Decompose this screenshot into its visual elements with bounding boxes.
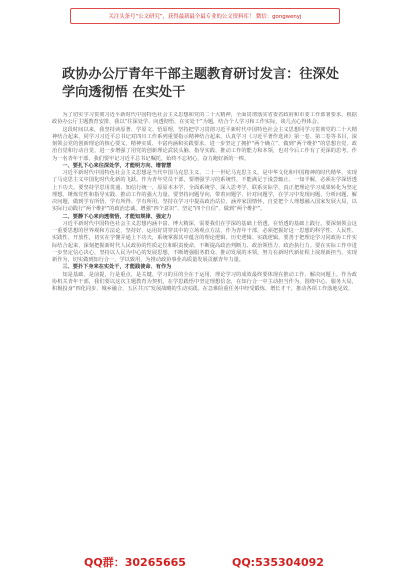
promo-banner xyxy=(70,8,340,24)
document-title: 政协办公厅青年干部主题教育研讨发言：往深处学向透彻悟 在实处干 xyxy=(62,67,339,100)
document-body xyxy=(52,112,357,542)
section-heading: 二、要静下心来向透彻悟，才能知规律、强定力 xyxy=(62,213,172,220)
paragraph: 习近平新时代中国特色社会主义思想内涵丰富、博大精深，需要我们在学深的基础上悟透，在悟透的基础上践行。要深刻领会这一重要思想的世界观和方法论，坚持好、运用好贯穿其中的立场观点方法，作为青年干部，必须把握好这一思想的科学性、人民性、实践性、开放性，切实在学懂弄通上下功夫，系统掌握其中蕴含的理论逻辑、历史逻辑、实践逻辑。要善于把理论学习同政协工作实际结合起来，深刻把握新时代人民政协的性质定位和职责使命，不断提高政治判断力、政治领悟力、政治执行力。要在实际工作中进一步坚定信心决心，坚持以人民为中心的发展思想，不断增强服务群众、推动发展的本领，努力在新时代新征程上展现新担当、实现新作为，切实做到知行合一、学以致用，为推动政协事业高质量发展贡献青年力量。 xyxy=(52,220,357,263)
paragraph: 为了切实学习贯彻习近平新时代中国特色社会主义思想和党的二十大精神，全面贯彻落实省委省政府和市委工作部署要求，根据政协办公厅主题教育安排，我以“往深处学、向透彻悟、在实处干”为题，结合个人学习和工作实际，谈几点心得体会。 xyxy=(52,112,357,126)
qq-group-label: QQ群：30265665 xyxy=(84,556,186,569)
section-heading: 三、要扑下身来在实处干，才能践使命、有作为 xyxy=(62,264,172,271)
section-heading: 一、要扎下心来往深处学，才能明方向、增智慧 xyxy=(62,162,172,169)
contact-footer xyxy=(0,554,408,570)
paragraph: 这段时间以来，我坚持读原著、学原文、悟原理，坚持把学习贯彻习近平新时代中国特色社会主义思想同学习贯彻党的二十大精神结合起来，同学习习近平总书记对四川工作系列重要指示精神结合起来，认真学习《习近平著作选读》第一卷、第二卷等书目，深刻领会党的创新理论的核心要义、精神实质、丰富内涵和实践要求，进一步坚定了拥护“两个确立”、做到“两个维护”的思想自觉、政治自觉和行动自觉，进一步增强了用党的创新理论武装头脑、指导实践、推动工作的能力和本领，也对今后工作有了更深的思考。作为一名青年干部，我们要牢记习近平总书记嘱托，始终不忘初心，奋力跑好新的一棒。 xyxy=(52,126,357,162)
promo-banner-text: 关注头条号“公文研究”，获得最新最全最专业的公文资料库！ 微信：gongwenyj xyxy=(108,14,302,20)
paragraph: 知是基础、是前提，行是重点、是关键。学习的目的全在于运用，理论学习的成效最终要体现在推动工作、解决问题上。作为政协机关青年干部，我们要以这次主题教育为契机，在学思践悟中坚定理想信念，在知行合一中主动担当作为，围绕中心、服务大局，积极投身“四化同步、城乡融合、五区共兴”发展战略的生动实践，在急难险重任务中经受锻炼、增长才干，推动各项工作落地见效。 xyxy=(52,271,357,292)
paragraph: 习近平新时代中国特色社会主义思想是当代中国马克思主义、二十一世纪马克思主义，是中华文化和中国精神的时代精华，实现了马克思主义中国化时代化新的飞跃。作为青年党员干部，要增强学习的系统性，不能满足于浅尝辄止、一知半解，必须在学深悟透上下功夫。要坚持学思用贯通、知信行统一，原原本本学、全面系统学、深入思考学、联系实际学，真正把理论学习成果转化为坚定理想、锤炼党性和指导实践、推动工作的强大力量。要坚持问题导向，带着问题学、针对问题学，在学习中发现问题、分析问题、解决问题，做到学有所悟、学有所得、学有所用。坚持在学习中提高政治站位、涵养家国情怀，自觉把个人理想融入国家发展大局，以实际行动践行“两个维护”的政治忠诚，增强“四个意识”、坚定“四个自信”、做到“两个维护”。 xyxy=(52,170,357,213)
qq-label: QQ:535304092 xyxy=(231,555,324,569)
